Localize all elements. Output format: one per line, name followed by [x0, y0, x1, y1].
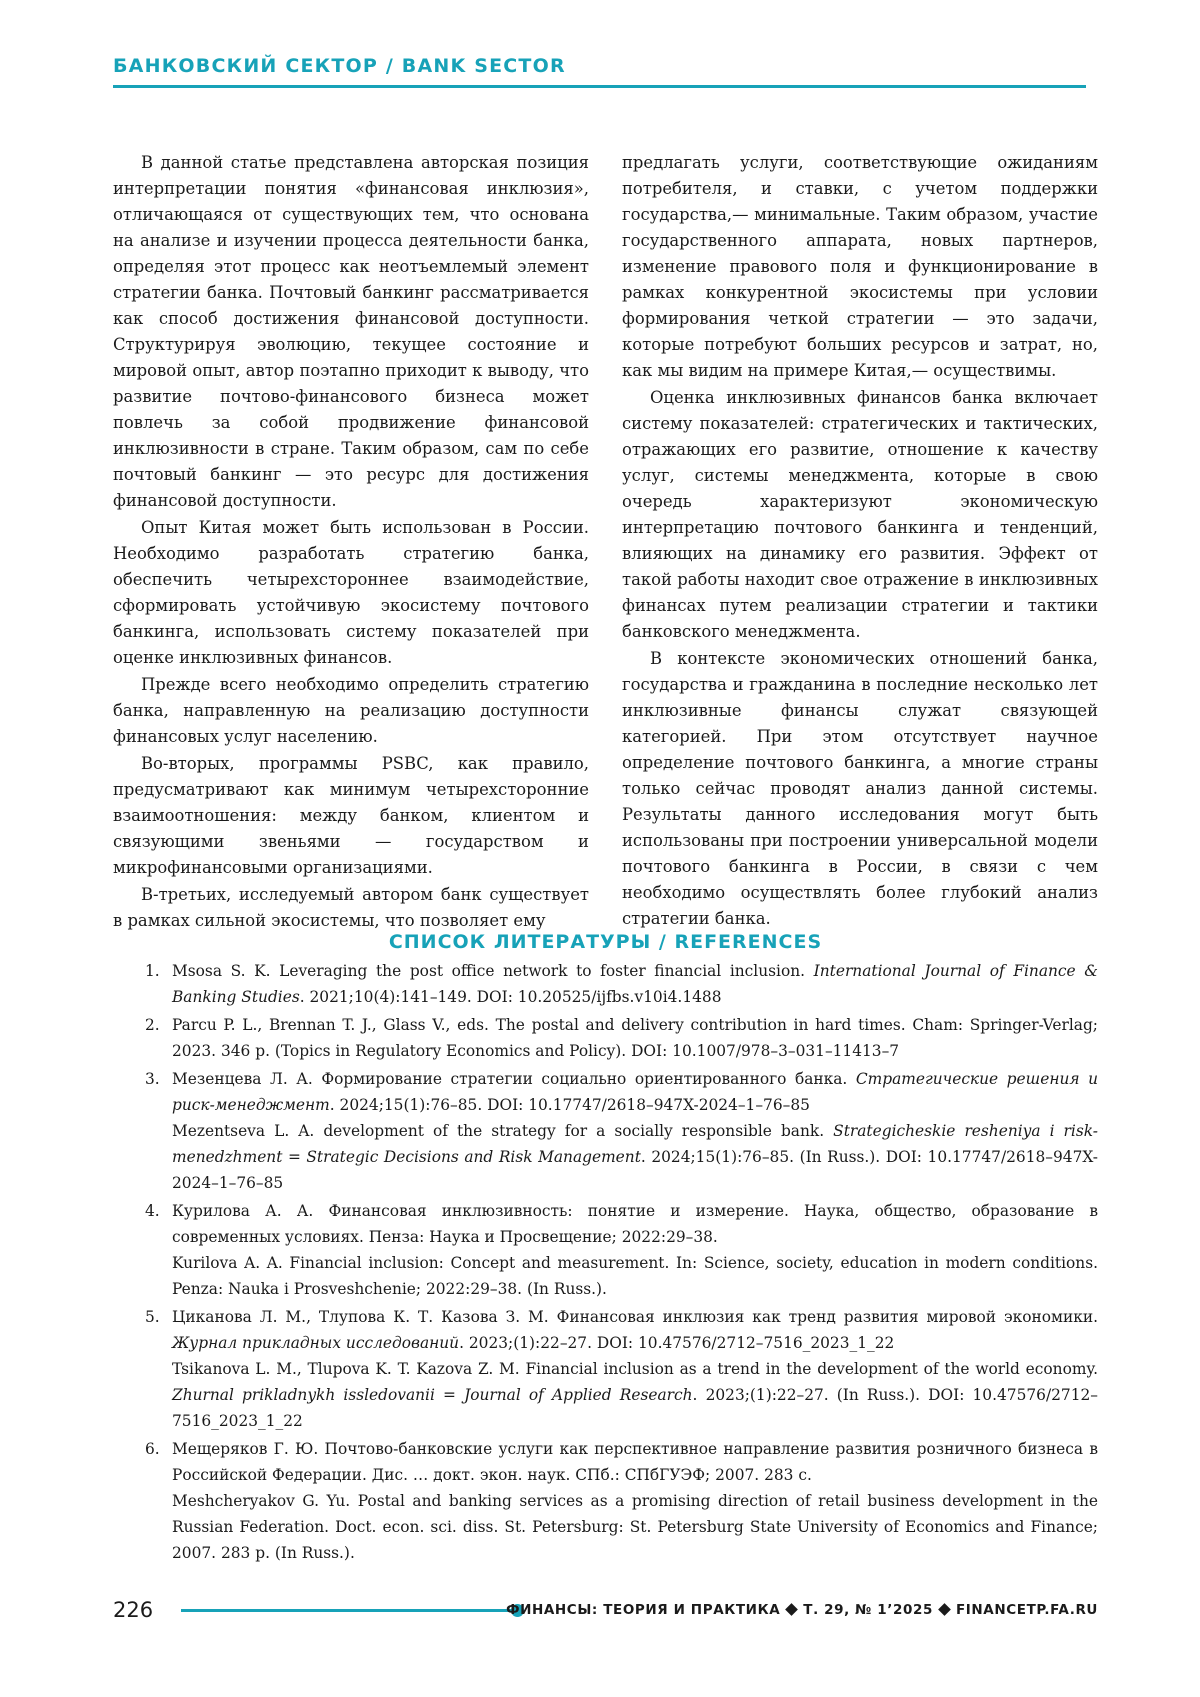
reference-text [172, 1250, 1098, 1302]
reference-segment: Tsikanova L. M., Tlupova K. T. Kazova Z. M. Financial inclusion as a trend in the development of the world economy. [172, 1360, 1098, 1378]
body-paragraph: Прежде всего необходимо определить стратегию банка, направленную на реализацию доступности финансовых услуг населению. [113, 675, 589, 746]
reference-body [172, 958, 1098, 1010]
reference-text [172, 1066, 1098, 1118]
reference-source-title: Zhurnal prikladnykh issledovanii = Journal of Applied Research [172, 1386, 693, 1404]
journal-name: ФИНАНСЫ: ТЕОРИЯ И ПРАКТИКА [506, 1602, 781, 1618]
body-paragraph: Оценка инклюзивных финансов банка включает систему показателей: стратегических и тактических, отражающих его развитие, отношение к качеству услуг, системы менеджмента, которые в свою очередь характеризуют экономическую интерпретацию почтового банкинга и тенденций, влияющих на динамику его развития. Эффект от такой работы находит свое отражение в инклюзивных финансах путем реализации стратегии и тактики банковского менеджмента. [622, 388, 1098, 641]
references-list [145, 958, 1098, 1568]
reference-text [172, 1198, 1098, 1250]
reference-number: 6. [145, 1440, 160, 1458]
page-number: 226 [113, 1598, 154, 1622]
reference-segment: . 2024;15(1):76–85. DOI: 10.17747/2618–947X-2024–1–76–85 [329, 1096, 810, 1114]
diamond-icon [938, 1603, 951, 1616]
reference-number: 3. [145, 1070, 160, 1088]
right-column [622, 150, 1098, 935]
reference-text [172, 958, 1098, 1010]
reference-source-title: International Journal of Finance & Banking Studies [172, 962, 1098, 1006]
body-paragraph: Опыт Китая может быть использован в России. Необходимо разработать стратегию банка, обеспечить четырехстороннее взаимодействие, сформировать устойчивую экосистему почтового банкинга, использовать систему показателей при оценке инклюзивных финансов. [113, 518, 589, 667]
left-column [113, 150, 589, 935]
reference-text [172, 1012, 1098, 1064]
reference-source-title: Журнал прикладных исследований [172, 1334, 460, 1352]
reference-text [172, 1356, 1098, 1434]
diamond-icon [785, 1603, 798, 1616]
reference-text [172, 1436, 1098, 1488]
reference-segment: Kurilova A. A. Financial inclusion: Concept and measurement. In: Science, society, education in modern conditions. Penza: Nauka i Prosveshchenie; 2022:29–38. (In Russ.). [172, 1254, 1098, 1298]
body-paragraph: В-третьих, исследуемый автором банк существует в рамках сильной экосистемы, что позволяет ему [113, 885, 589, 930]
page-footer [113, 1595, 1098, 1625]
reference-segment: . 2023;(1):22–27. DOI: 10.47576/2712–7516_2023_1_22 [459, 1334, 895, 1352]
section-title: БАНКОВСКИЙ СЕКТОР / BANK SECTOR [113, 55, 566, 77]
reference-item [145, 1012, 1098, 1064]
reference-segment: . 2023;(1):22–27. (In Russ.). DOI: 10.47576/2712–7516_2023_1_22 [172, 1386, 1098, 1430]
reference-text [172, 1488, 1098, 1566]
body-paragraph: В контексте экономических отношений банка, государства и гражданина в последние несколько лет инклюзивные финансы служат связующей категорией. При этом отсутствует научное определение почтового банкинга, а многие страны только сейчас проводят анализ данной системы. Результаты данного исследования могут быть использованы при построении универсальной модели почтового банкинга в России, в связи с чем необходимо осуществлять более глубокий анализ стратегии банка. [622, 649, 1098, 928]
reference-body [172, 1436, 1098, 1566]
reference-body [172, 1304, 1098, 1434]
body-paragraph: предлагать услуги, соответствующие ожиданиям потребителя, и ставки, с учетом поддержки государства,— минимальные. Таким образом, участие государственного аппарата, новых партнеров, изменение правового поля и функционирование в рамках конкурентной экосистемы при условии формирования четкой стратегии — это задачи, которые потребуют больших ресурсов и затрат, но, как мы видим на примере Китая,— осуществимы. [622, 153, 1098, 380]
reference-source-title: Стратегические решения и риск-менеджмент [172, 1070, 1098, 1114]
body-paragraph: Во-вторых, программы PSBC, как правило, предусматривают как минимум четырехсторонние взаимоотношения: между банком, клиентом и связующими звеньями — государством и микрофинансовыми организациями. [113, 754, 589, 877]
reference-segment: Msosa S. K. Leveraging the post office network to foster financial inclusion. [172, 962, 814, 980]
reference-body [172, 1012, 1098, 1064]
reference-number: 2. [145, 1016, 160, 1034]
reference-segment: Mezentseva L. A. development of the strategy for a socially responsible bank. [172, 1122, 834, 1140]
reference-number: 4. [145, 1202, 160, 1220]
reference-body [172, 1066, 1098, 1196]
body-paragraph: В данной статье представлена авторская позиция интерпретации понятия «финансовая инклюзия», отличающаяся от существующих тем, что основана на анализе и изучении процесса деятельности банка, определяя этот процесс как неотъемлемый элемент стратегии банка. Почтовый банкинг рассматривается как способ достижения финансовой доступности. Структурируя эволюцию, текущее состояние и мировой опыт, автор поэтапно приходит к выводу, что развитие почтово-финансового бизнеса может повлечь за собой продвижение финансовой инклюзивности в стране. Таким образом, сам по себе почтовый банкинг — это ресурс для достижения финансовой доступности. [113, 153, 589, 510]
reference-item [145, 1198, 1098, 1302]
reference-body [172, 1198, 1098, 1302]
body-columns [113, 150, 1098, 935]
footer-rule [181, 1609, 517, 1612]
reference-text [172, 1304, 1098, 1356]
reference-number: 1. [145, 962, 160, 980]
reference-segment: Курилова А. А. Финансовая инклюзивность: понятие и измерение. Наука, общество, образование в современных условиях. Пенза: Наука и Просвещение; 2022:29–38. [172, 1202, 1098, 1246]
reference-item [145, 1436, 1098, 1566]
reference-item [145, 1066, 1098, 1196]
reference-item [145, 1304, 1098, 1434]
reference-text [172, 1118, 1098, 1196]
reference-source-title: Strategicheskie resheniya i risk-menedzhment = Strategic Decisions and Risk Management [172, 1122, 1098, 1166]
journal-issue: Т. 29, № 1’2025 [803, 1602, 933, 1618]
reference-segment: Parcu P. L., Brennan T. J., Glass V., eds. The postal and delivery contribution in hard times. Cham: Springer-Verlag; 2023. 346 p. (Topics in Regulatory Economics and Policy). DOI: 10.1007/978–3–031–11413–7 [172, 1016, 1098, 1060]
header-rule [113, 85, 1086, 88]
journal-site: FINANCETP.FA.RU [955, 1602, 1098, 1618]
references-heading: СПИСОК ЛИТЕРАТУРЫ / REFERENCES [388, 931, 823, 953]
reference-segment: Meshcheryakov G. Yu. Postal and banking services as a promising direction of retail business development in the Russian Federation. Doct. econ. sci. diss. St. Petersburg: St. Petersburg State University of Economics and Finance; 2007. 283 p. (In Russ.). [172, 1492, 1098, 1562]
reference-segment: . 2021;10(4):141–149. DOI: 10.20525/ijfbs.v10i4.1488 [299, 988, 722, 1006]
reference-segment: Циканова Л. М., Тлупова К. Т. Казова З. М. Финансовая инклюзия как тренд развития мировой экономики. [172, 1308, 1098, 1326]
reference-segment: Мещеряков Г. Ю. Почтово-банковские услуги как перспективное направление развития розничного бизнеса в Российской Федерации. Дис. … докт. экон. наук. СПб.: СПбГУЭФ; 2007. 283 с. [172, 1440, 1098, 1484]
running-header [113, 52, 1086, 80]
reference-item [145, 958, 1098, 1010]
reference-segment: . 2024;15(1):76–85. (In Russ.). DOI: 10.17747/2618–947X-2024–1–76–85 [172, 1148, 1098, 1192]
reference-segment: Мезенцева Л. А. Формирование стратегии социально ориентированного банка. [172, 1070, 856, 1088]
reference-number: 5. [145, 1308, 160, 1326]
journal-info [506, 1595, 1098, 1625]
